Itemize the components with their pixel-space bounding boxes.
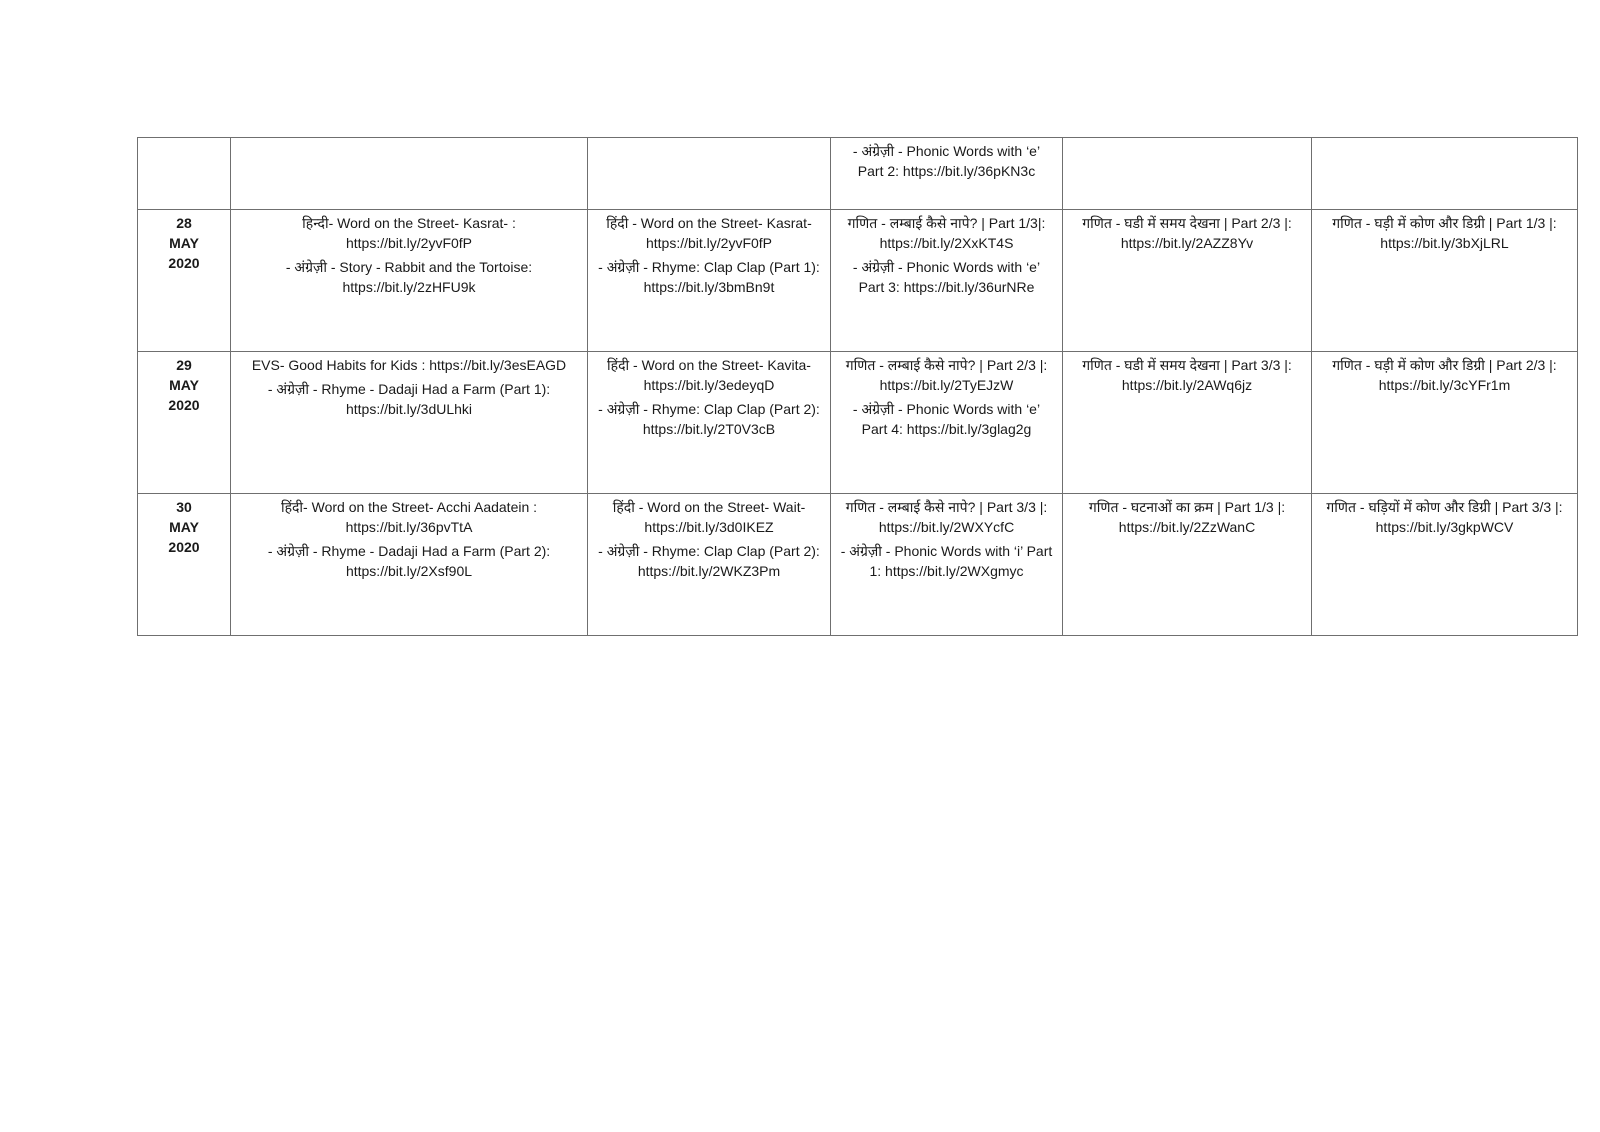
date-month: MAY bbox=[169, 519, 199, 535]
lesson-cell bbox=[231, 494, 588, 636]
lesson-entry[interactable]: - अंग्रेज़ी - Rhyme - Dadaji Had a Farm (Part 1): https://bit.ly/3dULhki bbox=[267, 381, 551, 417]
table-row bbox=[138, 494, 1578, 636]
lesson-cell bbox=[1063, 210, 1312, 352]
table-row bbox=[138, 138, 1578, 210]
lesson-entry[interactable]: गणित - लम्बाई कैसे नापे? | Part 3/3 |: https://bit.ly/2WXYcfC bbox=[845, 499, 1048, 535]
lesson-entry[interactable]: - अंग्रेज़ी - Rhyme: Clap Clap (Part 2): https://bit.ly/2WKZ3Pm bbox=[598, 543, 820, 579]
lesson-cell bbox=[831, 494, 1063, 636]
lesson-entry[interactable]: - अंग्रेज़ी - Rhyme: Clap Clap (Part 2): https://bit.ly/2T0V3cB bbox=[598, 401, 820, 437]
lesson-entry[interactable]: - अंग्रेज़ी - Rhyme: Clap Clap (Part 1): https://bit.ly/3bmBn9t bbox=[598, 259, 820, 295]
date-year: 2020 bbox=[168, 539, 200, 555]
lesson-entry[interactable]: गणित - घडी में समय देखना | Part 3/3 |: https://bit.ly/2AWq6jz bbox=[1082, 357, 1292, 393]
table-row bbox=[138, 352, 1578, 494]
date-cell bbox=[138, 138, 231, 210]
date-cell bbox=[138, 494, 231, 636]
date-year: 2020 bbox=[168, 255, 200, 271]
lesson-cell bbox=[831, 138, 1063, 210]
lesson-entry[interactable]: हिंदी - Word on the Street- Wait- https://bit.ly/3d0IKEZ bbox=[612, 499, 806, 535]
lesson-entry[interactable]: गणित - घड़ी में कोण और डिग्री | Part 1/3 |: https://bit.ly/3bXjLRL bbox=[1332, 215, 1557, 251]
lesson-entry[interactable]: गणित - लम्बाई कैसे नापे? | Part 2/3 |: https://bit.ly/2TyEJzW bbox=[845, 357, 1048, 393]
date-cell bbox=[138, 352, 231, 494]
lesson-cell bbox=[1312, 494, 1578, 636]
lesson-entry[interactable]: गणित - घड़ी में कोण और डिग्री | Part 2/3 |: https://bit.ly/3cYFr1m bbox=[1332, 357, 1557, 393]
date-month: MAY bbox=[169, 235, 199, 251]
table-row bbox=[138, 210, 1578, 352]
date-cell bbox=[138, 210, 231, 352]
lesson-cell bbox=[831, 210, 1063, 352]
lesson-entry[interactable]: - अंग्रेज़ी - Phonic Words with ‘e’ Part 3: https://bit.ly/36urNRe bbox=[852, 259, 1041, 295]
lesson-cell bbox=[231, 210, 588, 352]
lesson-cell bbox=[1312, 138, 1578, 210]
lesson-entry[interactable]: गणित - घटनाओं का क्रम | Part 1/3 |: https://bit.ly/2ZzWanC bbox=[1088, 499, 1286, 535]
lesson-entry[interactable]: - अंग्रेज़ी - Phonic Words with ‘i’ Part 1: https://bit.ly/2WXgmyc bbox=[840, 543, 1053, 579]
lesson-entry[interactable]: - अंग्रेज़ी - Rhyme - Dadaji Had a Farm (Part 2): https://bit.ly/2Xsf90L bbox=[267, 543, 551, 579]
lesson-cell bbox=[588, 494, 831, 636]
date-day: 28 bbox=[176, 215, 192, 231]
schedule-table bbox=[137, 137, 1578, 636]
lesson-entry[interactable]: गणित - घड़ियों में कोण और डिग्री | Part 3/3 |: https://bit.ly/3gkpWCV bbox=[1326, 499, 1563, 535]
lesson-entry[interactable]: हिंदी - Word on the Street- Kavita- https://bit.ly/3edeyqD bbox=[607, 357, 811, 393]
lesson-cell bbox=[1063, 138, 1312, 210]
lesson-entry[interactable]: - अंग्रेज़ी - Story - Rabbit and the Tortoise: https://bit.ly/2zHFU9k bbox=[285, 259, 533, 295]
lesson-cell bbox=[1063, 352, 1312, 494]
lesson-cell bbox=[1063, 494, 1312, 636]
lesson-entry[interactable]: हिंदी- Word on the Street- Acchi Aadatein : https://bit.ly/36pvTtA bbox=[280, 499, 538, 535]
lesson-cell bbox=[588, 210, 831, 352]
lesson-entry: - अंग्रेज़ी - Phonic Words with ‘e’ Part 2: https://bit.ly/36pKN3c bbox=[852, 143, 1041, 179]
lesson-entry[interactable]: हिंदी - Word on the Street- Kasrat- https://bit.ly/2yvF0fP bbox=[606, 215, 812, 251]
date-year: 2020 bbox=[168, 397, 200, 413]
lesson-cell bbox=[231, 352, 588, 494]
lesson-cell bbox=[1312, 352, 1578, 494]
lesson-cell bbox=[588, 138, 831, 210]
lesson-entry[interactable]: EVS- Good Habits for Kids : https://bit.ly/3esEAGD bbox=[251, 357, 567, 373]
lesson-entry[interactable]: गणित - लम्बाई कैसे नापे? | Part 1/3|: https://bit.ly/2XxKT4S bbox=[847, 215, 1046, 251]
date-day: 29 bbox=[176, 357, 192, 373]
date-day: 30 bbox=[176, 499, 192, 515]
lesson-entry[interactable]: गणित - घडी में समय देखना | Part 2/3 |: https://bit.ly/2AZZ8Yv bbox=[1082, 215, 1292, 251]
lesson-cell bbox=[831, 352, 1063, 494]
lesson-cell bbox=[588, 352, 831, 494]
lesson-entry[interactable]: - अंग्रेज़ी - Phonic Words with ‘e’ Part 4: https://bit.ly/3glag2g bbox=[852, 401, 1041, 437]
lesson-cell bbox=[1312, 210, 1578, 352]
date-month: MAY bbox=[169, 377, 199, 393]
lesson-entry[interactable]: हिन्दी- Word on the Street- Kasrat- : https://bit.ly/2yvF0fP bbox=[302, 215, 516, 251]
lesson-cell bbox=[231, 138, 588, 210]
